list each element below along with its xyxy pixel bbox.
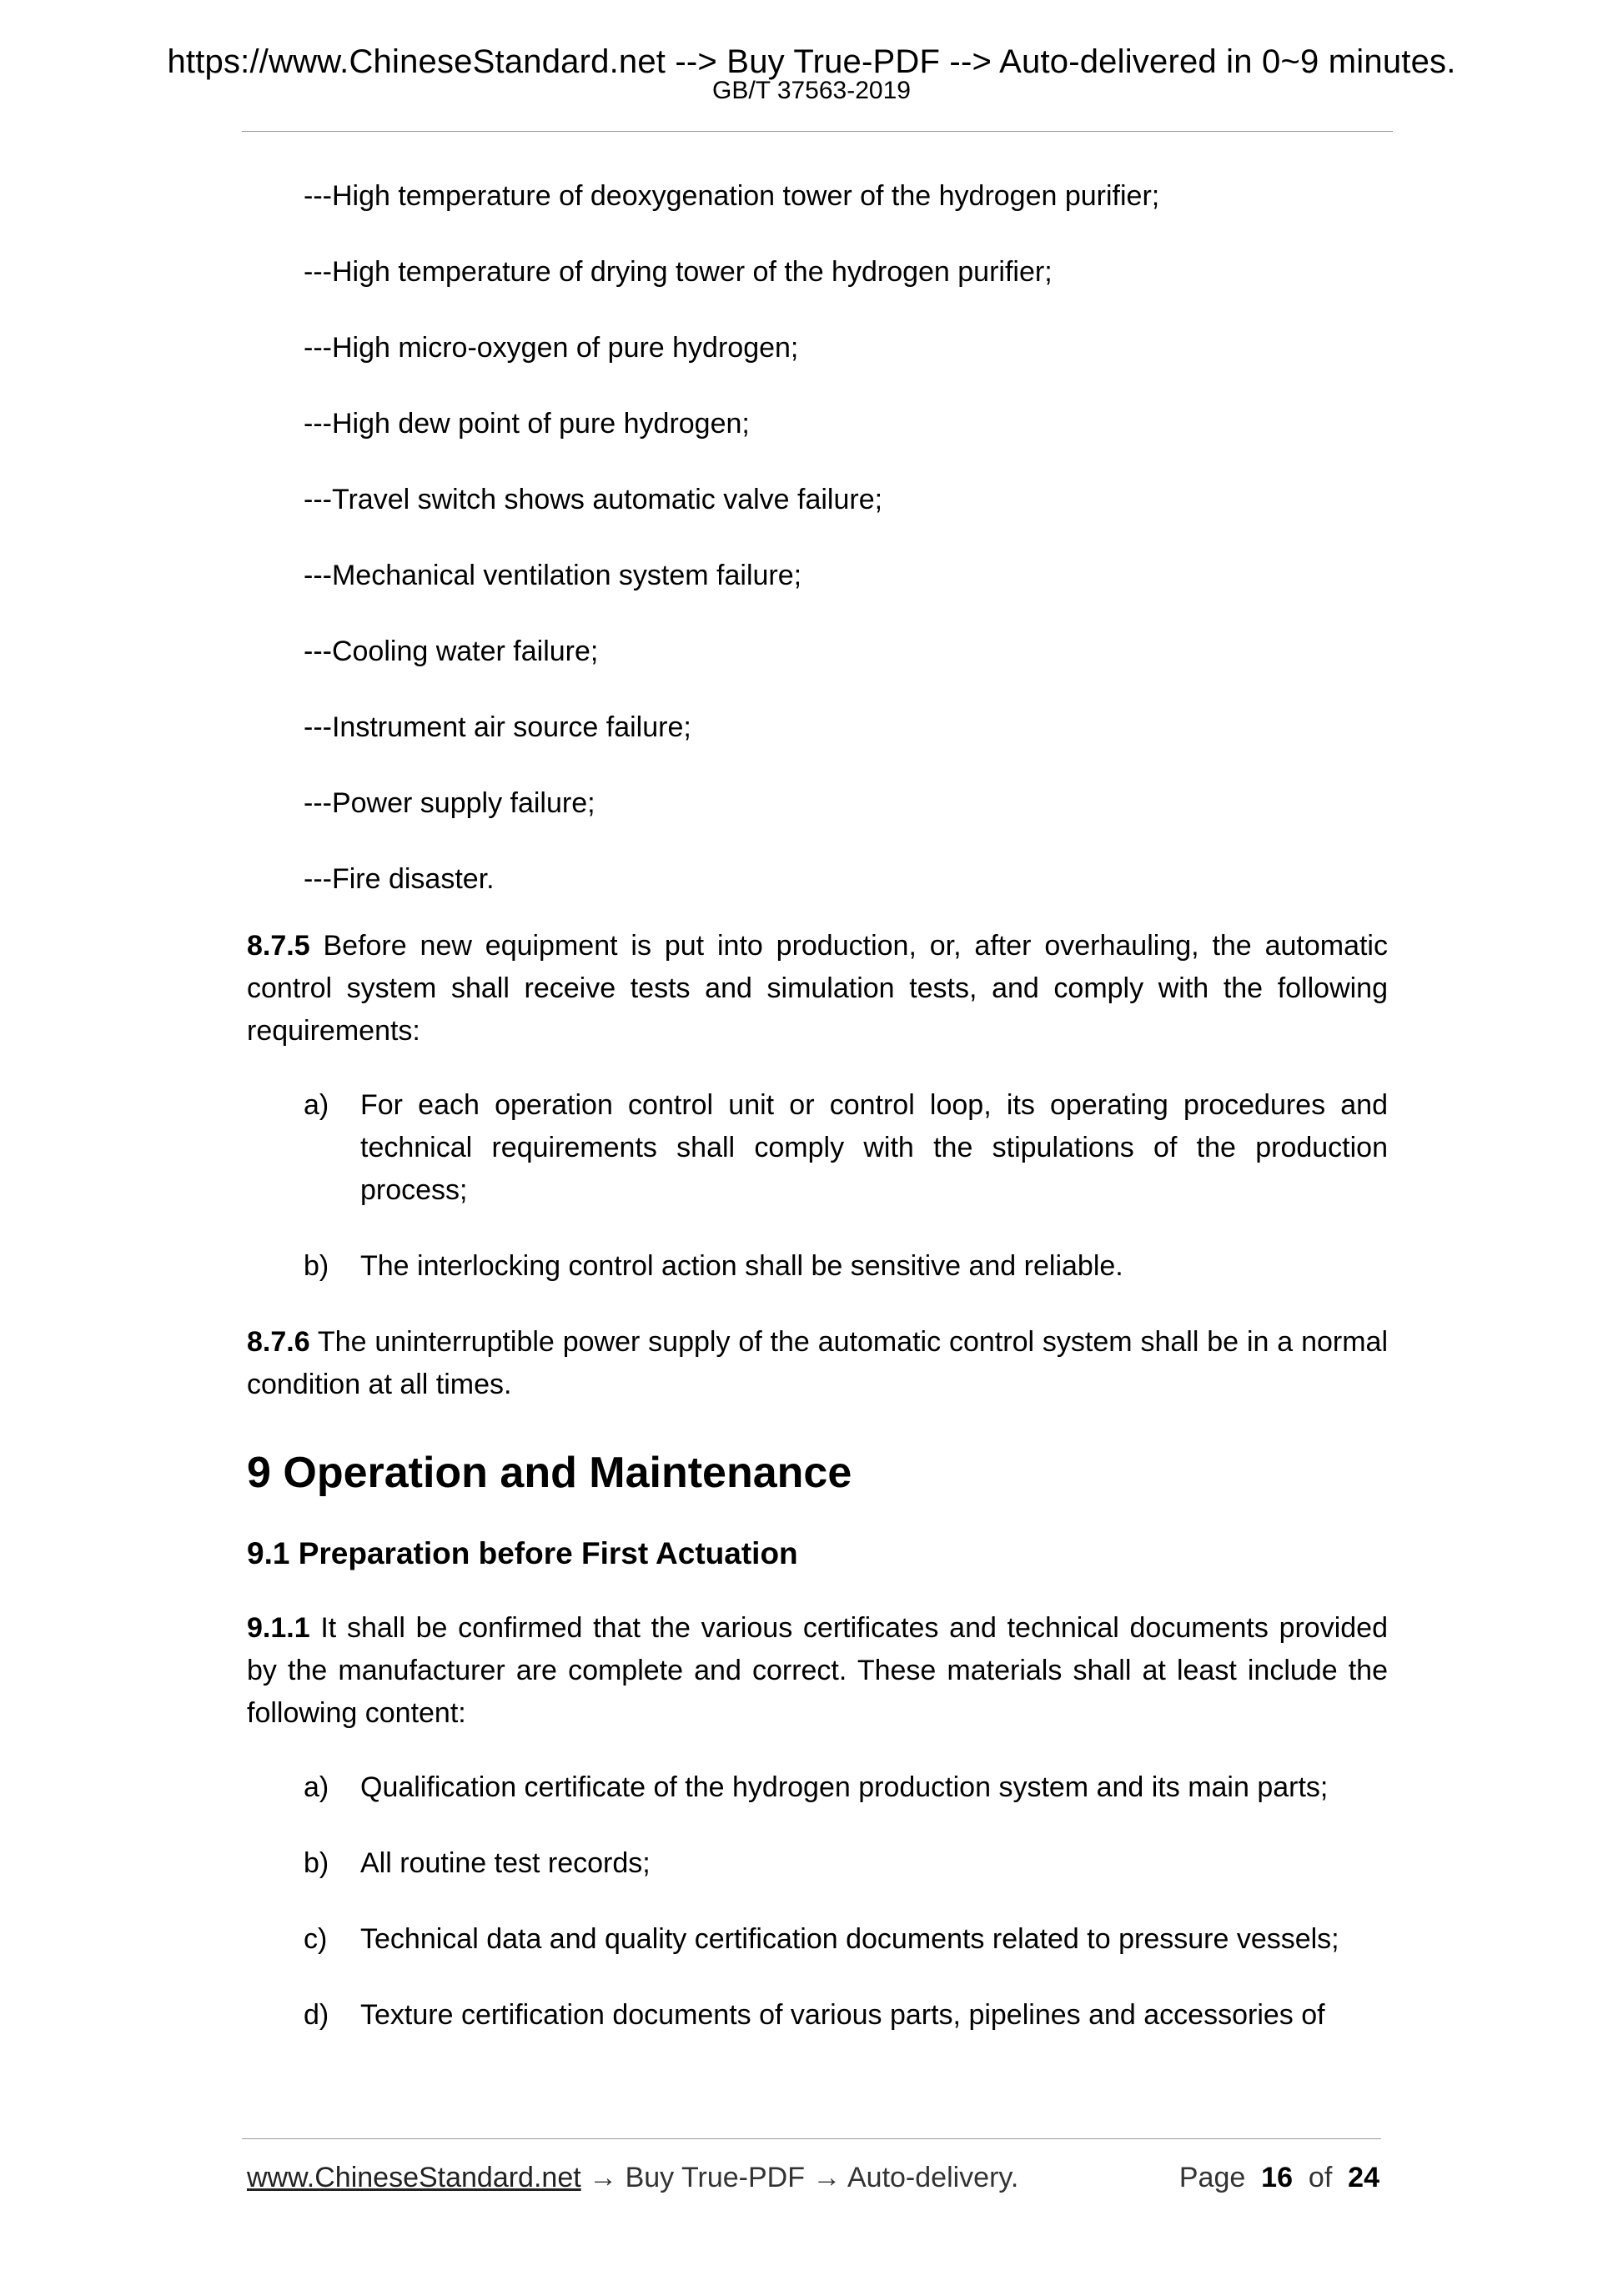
list-item [304,1245,1388,1288]
list-item [304,1918,1388,1961]
clause-9-1-1 [247,1607,1388,1735]
list-marker: a) [304,1771,329,1803]
clause-8-7-5 [247,925,1388,1053]
list-item-text: Technical data and quality certification documents related to pressure vessels; [360,1923,1339,1955]
list-item-text: All routine test records; [360,1847,651,1879]
footer-link[interactable]: www.ChineseStandard.net [247,2162,581,2193]
list-item: ---Travel switch shows automatic valve failure; [304,484,883,515]
clause-number: 9.1.1 [247,1612,310,1644]
clause-9-1-1-items [247,1766,1388,2037]
clause-text: It shall be confirmed that the various certificates and technical documents provided by the manufacturer are complete and correct. These materials shall at least include the following content: [247,1612,1388,1729]
clause-number: 8.7.6 [247,1326,310,1358]
list-item-text: Texture certification documents of various parts, pipelines and accessories of [360,1999,1325,2031]
footer-divider [242,2138,1381,2139]
list-item-text: Qualification certificate of the hydrogen production system and its main parts; [360,1771,1329,1803]
clause-text: The uninterruptible power supply of the automatic control system shall be in a normal condition at all times. [247,1326,1388,1400]
list-item [304,1084,1388,1212]
list-item: ---Mechanical ventilation system failure; [304,560,802,591]
subsection-heading: 9.1 Preparation before First Actuation [247,1536,798,1570]
alarm-condition-list [247,175,1388,901]
page-footer [247,2158,1384,2197]
clause-number: 8.7.5 [247,930,310,962]
header-divider [242,131,1393,132]
footer-tagline: → Buy True-PDF → Auto-delivery. [580,2162,1019,2193]
list-marker: a) [304,1089,329,1121]
list-marker: b) [304,1847,329,1879]
list-item: ---High temperature of deoxygenation tower of the hydrogen purifier; [304,180,1160,212]
page-current: 16 [1261,2162,1293,2193]
section-heading: 9 Operation and Maintenance [247,1449,852,1497]
page-indicator [1179,2158,1379,2197]
clause-8-7-5-items [247,1084,1388,1288]
list-item [304,1842,1388,1885]
list-item-text: For each operation control unit or control loop, its operating procedures and technical requirements shall comply with the stipulations of the production process; [360,1089,1388,1206]
list-item: ---High micro-oxygen of pure hydrogen; [304,332,799,364]
list-marker: d) [304,1999,329,2031]
list-item [304,1994,1388,2037]
list-item: ---High dew point of pure hydrogen; [304,408,750,440]
list-item [304,1766,1388,1809]
list-item: ---Cooling water failure; [304,636,599,667]
page-label: Page [1178,2162,1246,2193]
page-of: of [1308,2162,1333,2193]
standard-number: GB/T 37563-2019 [712,77,911,104]
document-body [247,175,1388,2070]
clause-8-7-6 [247,1321,1388,1406]
list-item: ---Fire disaster. [304,863,495,895]
list-item: ---Instrument air source failure; [304,711,691,743]
list-item: ---High temperature of drying tower of the hydrogen purifier; [304,256,1053,288]
list-item: ---Power supply failure; [304,787,595,819]
page-total: 24 [1348,2162,1379,2193]
list-marker: c) [304,1923,328,1955]
source-banner: https://www.ChineseStandard.net --> Buy True-PDF --> Auto-delivered in 0~9 minutes. [167,43,1456,80]
list-item-text: The interlocking control action shall be sensitive and reliable. [360,1250,1123,1282]
list-marker: b) [304,1250,329,1282]
clause-text: Before new equipment is put into production, or, after overhauling, the automatic control system shall receive tests and simulation tests, and comply with the following requirements: [247,930,1388,1047]
